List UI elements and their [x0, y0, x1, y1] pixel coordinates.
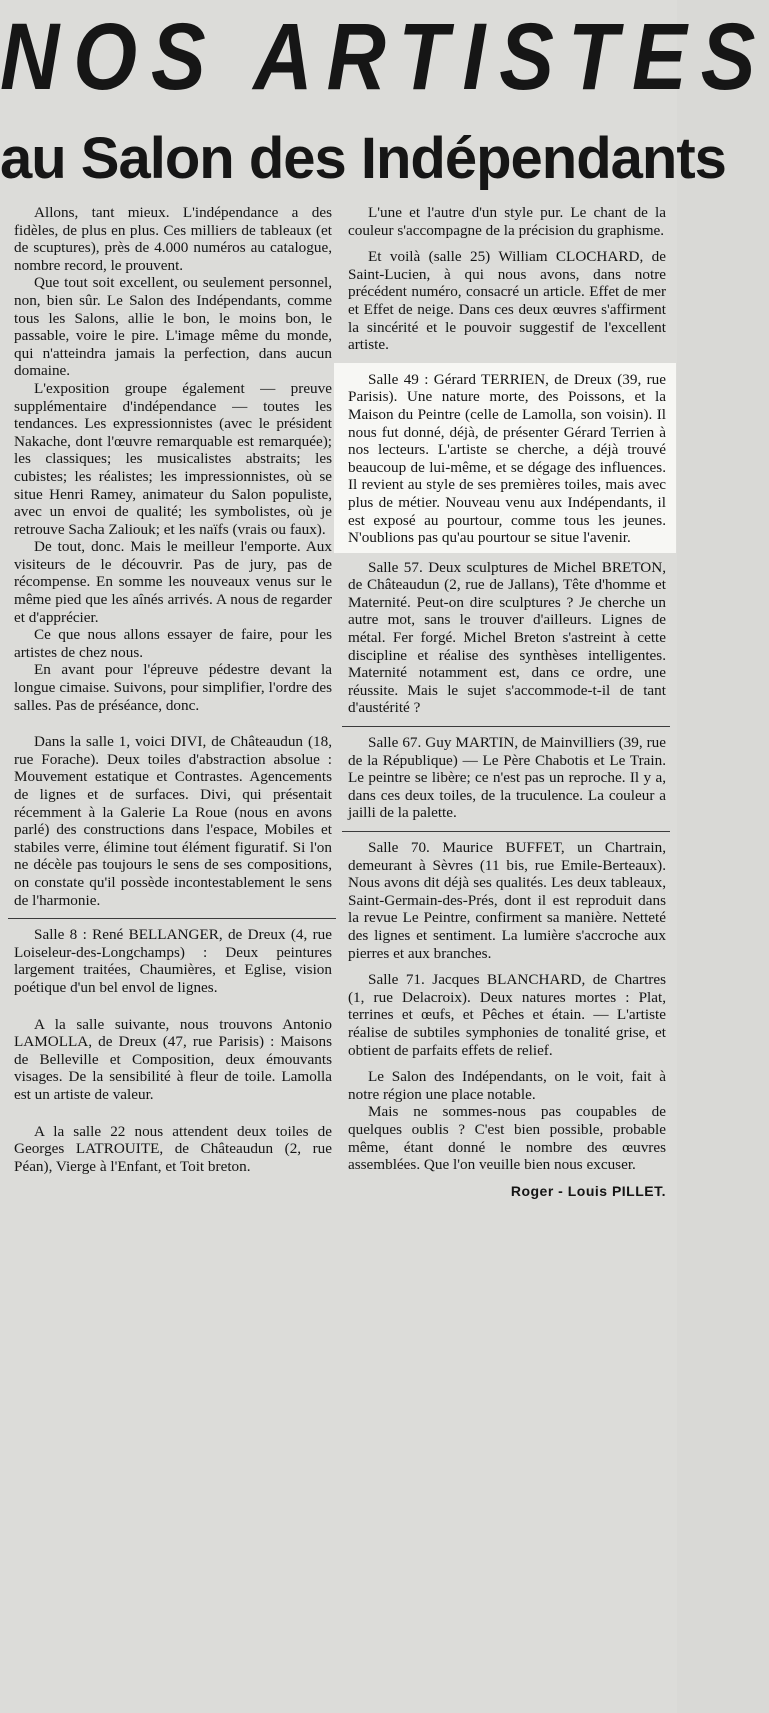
paragraph: L'exposition groupe également — preuve supplémentaire d'indépendance — toutes les tendances. Les expressionnistes (avec le président Nakache, dont l'œuvre remarquable est remarquée); les classiques; les musicalistes abstraits; les cubistes; les réalistes; les impressionnistes, où se situe Henri Ramey, animateur du Salon populiste, avec un envoi de qualité; les symbolistes, où je retrouve Sacha Zaliouk; et les naïfs (vrais ou faux). [14, 379, 332, 538]
highlighted-section [334, 363, 676, 553]
paragraph: Que tout soit excellent, ou seulement personnel, non, bien sûr. Le Salon des Indépendants, comme tous les Salons, allie le bon, le moins bon, le passable, voire le pire. L'image même du monde, qui n'atteindra jamais la perfection, dans aucun domaine. [14, 274, 332, 380]
paragraph: A la salle 22 nous attendent deux toiles de Georges LATROUITE, de Châteaudun (2, rue Péan), Vierge à l'Enfant, et Toit breton. [14, 1122, 332, 1175]
paragraph: Ce que nous allons essayer de faire, pour les artistes de chez nous. [14, 626, 332, 661]
paragraph: Dans la salle 1, voici DIVI, de Châteaudun (18, rue Forache). Deux toiles d'abstraction absolue : Mouvement estatique et Contrastes. Agencements de lignes et de surfaces. Divi, qui présentait récemment à la Galerie La Roue (nous en avons parlé) des constructions dans l'espace, Mobiles et stabiles verre, élimine tout élément figuratif. Si l'on ne décèle pas toujours le sens de ses compositions, on constate qu'il possède incontestablement le sens de l'harmonie. [14, 733, 332, 909]
headline-title: NOS ARTISTES [0, 5, 769, 110]
paragraph: Allons, tant mieux. L'indépendance a des fidèles, de plus en plus. Ces milliers de tableaux (et de scuptures), près de 4.000 numéros au catalogue, nombre record, le prouvent. [14, 204, 332, 274]
paragraph: A la salle suivante, nous trouvons Antonio LAMOLLA, de Dreux (47, rue Parisis) : Maisons de Belleville et Composition, deux émouvants visages. De la sensibilité à fleur de toile. Lamolla est un artiste de valeur. [14, 1015, 332, 1103]
headline-subtitle: au Salon des Indépendants [0, 126, 726, 191]
paragraph: Et voilà (salle 25) William CLOCHARD, de Saint-Lucien, à qui nous avons, dans notre précédent numéro, consacré un article. Effet de mer et Effet de neige. Dans ces deux œuvres s'affirment la sincérité et le pouvoir suggestif de l'excellent artiste. [348, 248, 666, 354]
paragraph: En avant pour l'épreuve pédestre devant la longue cimaise. Suivons, pour simplifier, l'ordre des salles. Pas de préséance, donc. [14, 661, 332, 714]
paragraph: De tout, donc. Mais le meilleur l'emporte. Aux visiteurs de le découvrir. Pas de jury, pas de récompense. En somme les nouveaux venus sur le même pied que les aînés arrivés. A nous de regarder et d'apprécier. [14, 538, 332, 626]
paragraph: Salle 49 : Gérard TERRIEN, de Dreux (39, rue Parisis). Une nature morte, des Poissons, et la Maison du Peintre (celle de Lamolla, son voisin). Il nous fut donné, déjà, de présenter Gérard Terrien à nos lecteurs. L'artiste se cherche, a déjà trouvé beaucoup de lui-même, et se dégage des influences. Il revient au style de ses premières toiles, mais avec plus de métier. Nouveau venu aux Indépendants, il est exposé au pourtour, comme tous les jeunes. N'oublions pas qu'au pourtour se situe l'avenir. [348, 370, 666, 547]
paragraph: Salle 8 : René BELLANGER, de Dreux (4, rue Loiseleur-des-Longchamps) : Deux peintures largement traitées, Chaumières, et Eglise, vision poétique d'un bel envol de lignes. [14, 926, 332, 996]
paragraph: Salle 67. Guy MARTIN, de Mainvilliers (39, rue de la République) — Le Père Chabotis et Le Train. Le peintre se libère; ce n'est pas un reproche. Il y a, dans ces deux toiles, de la truculence. La couleur a jailli de la palette. [348, 734, 666, 822]
paragraph: Salle 70. Maurice BUFFET, un Chartrain, demeurant à Sèvres (11 bis, rue Emile-Berteaux). Nous avons dit déjà ses qualités. Les deux tableaux, Saint-Germain-des-Prés, dont il est reproduit dans la revue Le Peintre, confirment sa manière. Netteté des lignes et sentiment. La lumière s'accroche aux pierres et aux branches. [348, 839, 666, 962]
section-divider [342, 726, 670, 727]
left-column [14, 204, 332, 1184]
paragraph: L'une et l'autre d'un style pur. Le chant de la couleur s'accompagne de la précision du graphisme. [348, 204, 666, 239]
section-divider [8, 918, 336, 919]
paragraph: Salle 71. Jacques BLANCHARD, de Chartres (1, rue Delacroix). Deux natures mortes : Plat, terrines et œufs, et Pêches et étain. — L'artiste réalise de subtiles symphonies de tonalité grise, et obtient de parfaits effets de relief. [348, 971, 666, 1059]
paragraph: Salle 57. Deux sculptures de Michel BRETON, de Châteaudun (2, rue de Jallans), Tête d'homme et Maternité. Peut-on dire sculptures ? Je cherche un autre mot, sans le trouver d'ailleurs. Lignes de métal. Fer forgé. Michel Breton s'astreint à cette discipline et réalise des synthèses intelligentes. Maternité notamment est, dans ce ordre, une réussite. Mais le sujet s'accommode-t-il de tant d'austérité ? [348, 558, 666, 717]
paragraph: Mais ne sommes-nous pas coupables de quelques oublis ? C'est bien possible, probable même, étant donné le nombre des œuvres assemblées. Que l'on veuille bien nous excuser. [348, 1103, 666, 1174]
paragraph: Le Salon des Indépendants, on le voit, fait à notre région une place notable. [348, 1068, 666, 1103]
right-column [348, 204, 666, 1200]
author-signature: Roger - Louis PILLET. [510, 1182, 666, 1199]
section-divider [342, 831, 670, 832]
